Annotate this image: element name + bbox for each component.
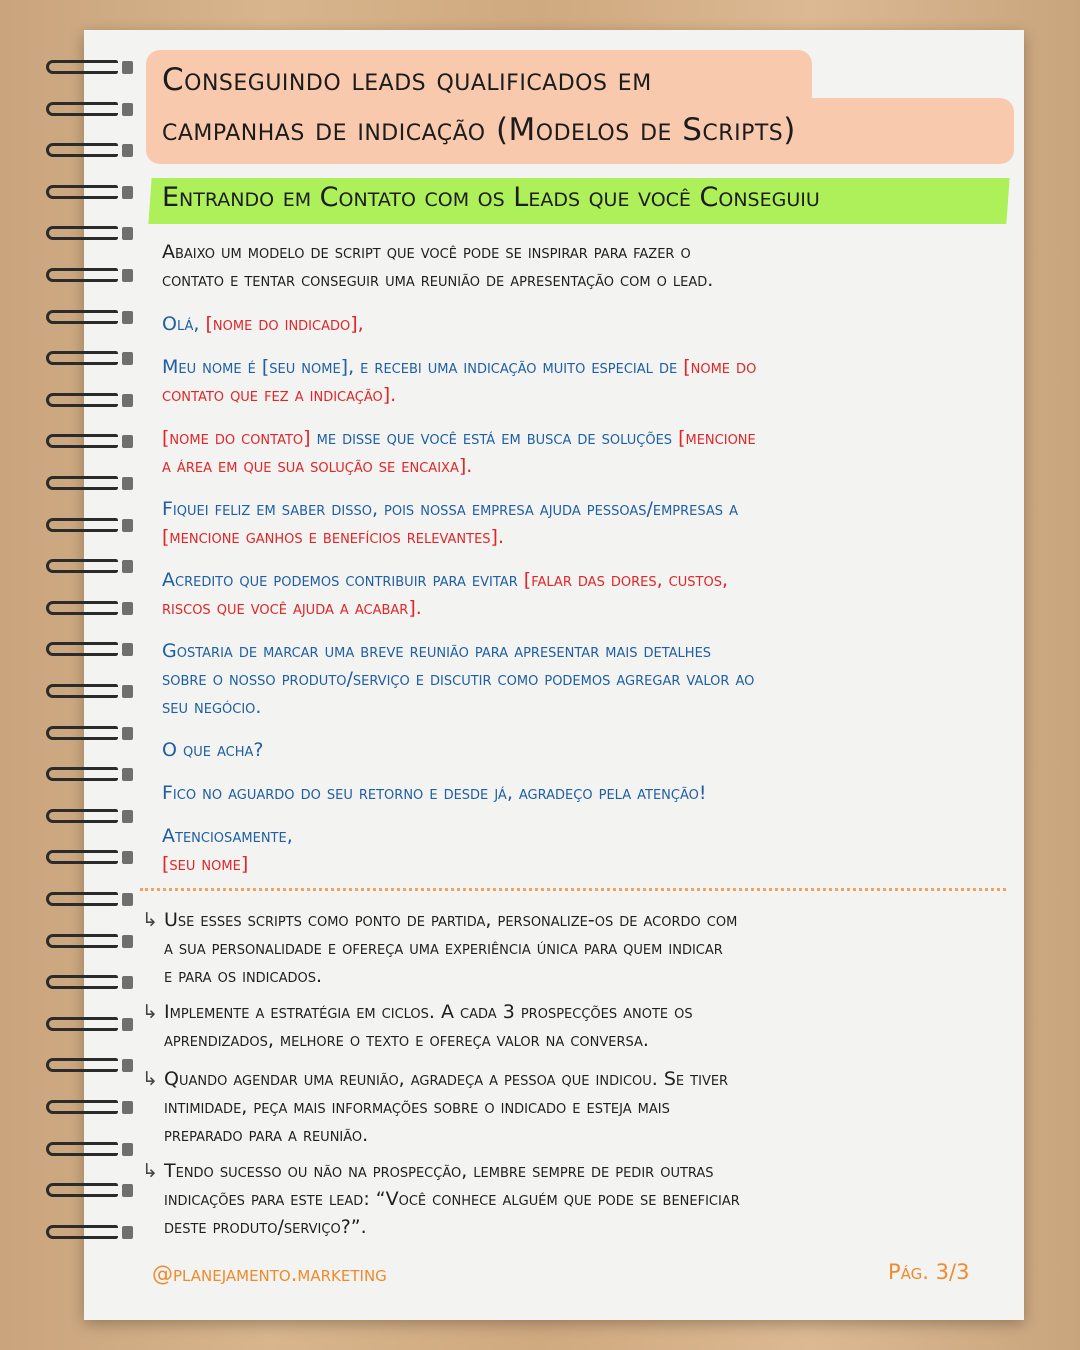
spiral-ring xyxy=(38,557,134,579)
tip-line xyxy=(142,906,1008,934)
ring-hole xyxy=(122,311,133,324)
spiral-ring xyxy=(38,58,134,80)
script-paragraph-7: Fico no aguardo do seu retorno e desde já, agradeço pela atenção! xyxy=(162,782,707,804)
spiral-ring xyxy=(38,932,134,954)
spiral-ring xyxy=(38,973,134,995)
title-line-2: campanhas de indicação (Modelos de Scripts) xyxy=(162,112,796,148)
spiral-ring xyxy=(38,1140,134,1162)
signature-text: Atenciosamente, xyxy=(162,825,293,847)
p4-text: Acredito que podemos contribuir para evitar xyxy=(162,569,518,591)
ring-wire xyxy=(46,601,118,615)
tip-text: Quando agendar uma reunião, agradeça a pessoa que indicou. Se tiver xyxy=(164,1068,729,1090)
p1-text: Meu nome é [seu nome], e recebi uma indicação muito especial de xyxy=(162,356,678,378)
ring-hole xyxy=(122,1059,133,1072)
ring-wire xyxy=(46,684,118,698)
ring-hole xyxy=(122,394,133,407)
tip-text: intimidade, peça mais informações sobre o indicado e esteja mais xyxy=(164,1096,670,1118)
ring-wire xyxy=(46,1225,118,1239)
ring-wire xyxy=(46,1100,118,1114)
title-line-1: Conseguindo leads qualificados em xyxy=(162,62,652,98)
ring-wire xyxy=(46,102,118,116)
p2-variable: [nome do contato] xyxy=(162,427,311,449)
ring-hole xyxy=(122,602,133,615)
return-arrow-icon: ↳ xyxy=(142,1068,158,1090)
ring-wire xyxy=(46,226,118,240)
ring-wire xyxy=(46,975,118,989)
p5-line-3: seu negócio. xyxy=(162,696,262,718)
ring-hole xyxy=(122,1101,133,1114)
ring-wire xyxy=(46,850,118,864)
spiral-ring xyxy=(38,1223,134,1245)
tip-line xyxy=(142,1157,1008,1185)
ring-wire xyxy=(46,1142,118,1156)
signature-variable: [seu nome] xyxy=(162,853,249,875)
page-number: Pág. 3/3 xyxy=(888,1260,970,1284)
spiral-ring xyxy=(38,516,134,538)
tip-line xyxy=(142,1065,1008,1093)
ring-hole xyxy=(122,851,133,864)
spiral-ring xyxy=(38,432,134,454)
ring-hole xyxy=(122,269,133,282)
ring-hole xyxy=(122,435,133,448)
ring-hole xyxy=(122,1226,133,1239)
ring-wire xyxy=(46,726,118,740)
ring-hole xyxy=(122,976,133,989)
script-signature xyxy=(162,822,1014,878)
spiral-ring xyxy=(38,474,134,496)
spiral-ring xyxy=(38,349,134,371)
ring-hole xyxy=(122,144,133,157)
ring-hole xyxy=(122,103,133,116)
ring-hole xyxy=(122,477,133,490)
script-paragraph-6: O que acha? xyxy=(162,739,264,761)
tip-line xyxy=(142,1093,1008,1121)
ring-hole xyxy=(122,893,133,906)
intro-paragraph xyxy=(162,238,1014,294)
ring-wire xyxy=(46,351,118,365)
ring-wire xyxy=(46,1017,118,1031)
tip-text: aprendizados, melhore o texto e ofereça valor na conversa. xyxy=(164,1029,649,1051)
ring-hole xyxy=(122,519,133,532)
spiral-ring xyxy=(38,724,134,746)
p4-variable-cont: riscos que você ajuda a acabar]. xyxy=(162,597,422,619)
page-title xyxy=(146,50,1018,166)
tip-line xyxy=(142,934,1008,962)
tip-text: preparado para a reunião. xyxy=(164,1124,369,1146)
tip-text: Implemente a estratégia em ciclos. A cada 3 prospecções anote os xyxy=(164,1001,693,1023)
p2-text: me disse que você está em busca de soluções xyxy=(316,427,673,449)
tip-text: Tendo sucesso ou não na prospecção, lembre sempre de pedir outras xyxy=(164,1160,714,1182)
ring-hole xyxy=(122,560,133,573)
tip-text: a sua personalidade e ofereça uma experiência única para quem indicar xyxy=(164,937,723,959)
tip-line xyxy=(142,1213,1008,1241)
p1-variable: [nome do xyxy=(683,356,757,378)
script-paragraph-5 xyxy=(162,637,1014,721)
p3-text: Fiquei feliz em saber disso, pois nossa empresa ajuda pessoas/empresas a xyxy=(162,498,738,520)
ring-hole xyxy=(122,227,133,240)
ring-wire xyxy=(46,892,118,906)
spiral-ring xyxy=(38,807,134,829)
p2-variable-3: a área em que sua solução se encaixa]. xyxy=(162,455,473,477)
script-paragraph-4 xyxy=(162,566,1014,622)
script-paragraph-1 xyxy=(162,353,1014,409)
spiral-ring xyxy=(38,640,134,662)
ring-wire xyxy=(46,1183,118,1197)
p5-line-1: Gostaria de marcar uma breve reunião para apresentar mais detalhes xyxy=(162,640,712,662)
instagram-handle: @planejamento.marketing xyxy=(152,1262,387,1286)
ring-wire xyxy=(46,559,118,573)
script-greeting xyxy=(162,310,1014,338)
ring-hole xyxy=(122,727,133,740)
ring-wire xyxy=(46,809,118,823)
ring-hole xyxy=(122,186,133,199)
tip-line xyxy=(142,962,1008,990)
spiral-ring xyxy=(38,1015,134,1037)
spiral-ring xyxy=(38,848,134,870)
script-paragraph-2 xyxy=(162,424,1014,480)
intro-line-2: contato e tentar conseguir uma reunião de apresentação com o lead. xyxy=(162,269,714,291)
spiral-ring xyxy=(38,890,134,912)
spiral-ring xyxy=(38,391,134,413)
tip-item xyxy=(142,1065,1008,1149)
ring-hole xyxy=(122,352,133,365)
ring-wire xyxy=(46,434,118,448)
tip-text: Use esses scripts como ponto de partida, personalize-os de acordo com xyxy=(164,909,738,931)
p5-line-2: sobre o nosso produto/serviço e discutir como podemos agregar valor ao xyxy=(162,668,755,690)
greeting-text: Olá, xyxy=(162,313,200,335)
tip-item xyxy=(142,998,1008,1054)
ring-wire xyxy=(46,642,118,656)
ring-wire xyxy=(46,476,118,490)
ring-wire xyxy=(46,934,118,948)
script-paragraph-3 xyxy=(162,495,1014,551)
ring-hole xyxy=(122,935,133,948)
p3-variable: [mencione ganhos e benefícios relevantes]. xyxy=(162,526,504,548)
spiral-ring xyxy=(38,599,134,621)
intro-line-1: Abaixo um modelo de script que você pode se inspirar para fazer o xyxy=(162,241,691,263)
spiral-ring xyxy=(38,765,134,787)
tip-line xyxy=(142,998,1008,1026)
spiral-ring xyxy=(38,141,134,163)
tip-text: deste produto/serviço?”. xyxy=(164,1216,367,1238)
ring-hole xyxy=(122,643,133,656)
ring-hole xyxy=(122,1143,133,1156)
return-arrow-icon: ↳ xyxy=(142,1001,158,1023)
p2-variable-2: [mencione xyxy=(678,427,756,449)
tip-item xyxy=(142,1157,1008,1241)
ring-hole xyxy=(122,1184,133,1197)
tip-text: e para os indicados. xyxy=(164,965,323,987)
tip-line xyxy=(142,1121,1008,1149)
spiral-ring xyxy=(38,1098,134,1120)
ring-wire xyxy=(46,393,118,407)
spiral-ring xyxy=(38,1181,134,1203)
spiral-ring xyxy=(38,682,134,704)
ring-wire xyxy=(46,143,118,157)
spiral-ring xyxy=(38,308,134,330)
ring-wire xyxy=(46,1058,118,1072)
ring-wire xyxy=(46,60,118,74)
ring-hole xyxy=(122,685,133,698)
tip-line xyxy=(142,1185,1008,1213)
tip-line xyxy=(142,1026,1008,1054)
greeting-variable: [nome do indicado], xyxy=(205,313,364,335)
ring-wire xyxy=(46,185,118,199)
tip-text: indicações para este lead: “Você conhece alguém que pode se beneficiar xyxy=(164,1188,740,1210)
ring-hole xyxy=(122,1018,133,1031)
section-subtitle: Entrando em Contato com os Leads que você Conseguiu xyxy=(162,182,820,213)
dotted-divider xyxy=(140,888,1006,893)
ring-hole xyxy=(122,61,133,74)
spiral-ring xyxy=(38,183,134,205)
ring-wire xyxy=(46,767,118,781)
spiral-binding xyxy=(38,58,138,1308)
ring-wire xyxy=(46,268,118,282)
tip-item xyxy=(142,906,1008,990)
spiral-ring xyxy=(38,1056,134,1078)
ring-wire xyxy=(46,518,118,532)
ring-hole xyxy=(122,768,133,781)
ring-hole xyxy=(122,810,133,823)
p4-variable: [falar das dores, custos, xyxy=(523,569,728,591)
ring-wire xyxy=(46,310,118,324)
spiral-ring xyxy=(38,266,134,288)
spiral-ring xyxy=(38,224,134,246)
p1-variable-cont: contato que fez a indicação]. xyxy=(162,384,397,406)
spiral-ring xyxy=(38,100,134,122)
return-arrow-icon: ↳ xyxy=(142,909,158,931)
return-arrow-icon: ↳ xyxy=(142,1160,158,1182)
